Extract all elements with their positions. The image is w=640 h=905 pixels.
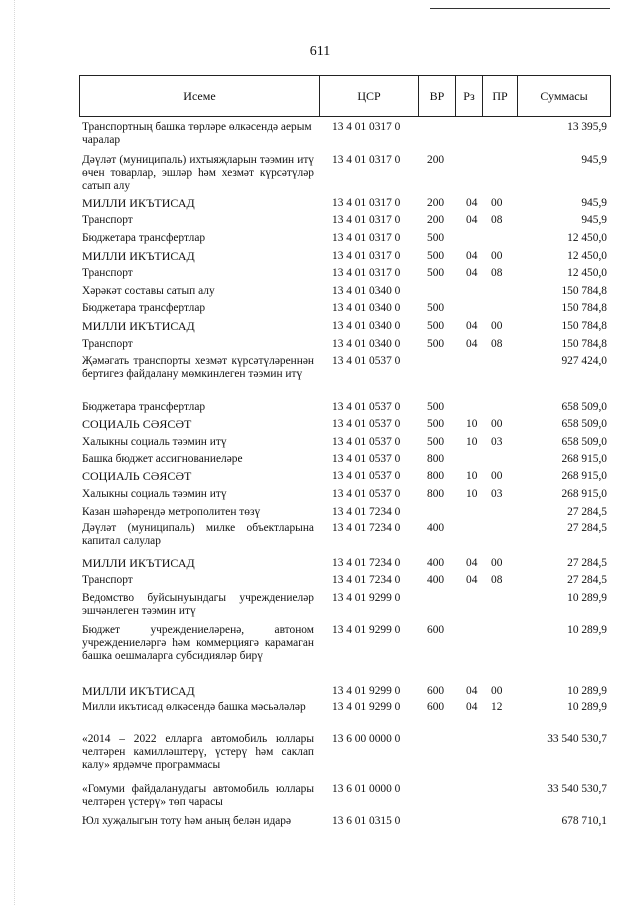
column-header-vr: ВР	[419, 75, 456, 117]
cell-csr: 13 4 01 0317 0	[332, 214, 401, 226]
cell-amount: 678 710,1	[561, 815, 607, 827]
column-header-rz: Рз	[456, 75, 483, 117]
cell-vr: 800	[427, 453, 445, 465]
cell-pr: 12	[491, 701, 503, 713]
cell-vr: 600	[427, 701, 445, 713]
cell-csr: 13 4 01 0537 0	[332, 470, 401, 482]
page-number: 611	[309, 44, 331, 59]
cell-csr: 13 4 01 0537 0	[332, 436, 401, 448]
cell-vr: 500	[427, 418, 445, 430]
cell-vr: 500	[427, 401, 445, 413]
cell-pr: 08	[491, 214, 503, 226]
cell-rz: 04	[466, 267, 478, 279]
cell-csr: 13 4 01 7234 0	[332, 506, 401, 518]
column-header-amount: Суммасы	[518, 75, 611, 117]
cell-amount: 10 289,9	[567, 685, 607, 697]
cell-pr: 08	[491, 338, 503, 350]
cell-pr: 03	[491, 436, 503, 448]
cell-name: Халыкны социаль тәэмин итү	[82, 436, 227, 448]
cell-rz: 10	[466, 488, 478, 500]
cell-rz: 04	[466, 557, 478, 569]
cell-name: МИЛЛИ ИКЪТИСАД	[82, 684, 195, 698]
cell-amount: 268 915,0	[561, 488, 607, 500]
cell-csr: 13 4 01 7234 0	[332, 522, 401, 534]
cell-csr: 13 4 01 0317 0	[332, 121, 401, 133]
cell-vr: 400	[427, 522, 445, 534]
cell-name: Транспортның башка төрләре өлкәсендә аерым чаралар	[82, 121, 312, 146]
cell-vr: 500	[427, 302, 445, 314]
cell-csr: 13 4 01 7234 0	[332, 574, 401, 586]
cell-name: «2014 – 2022 елларга автомобиль юллары челтәрен камилләштерү, үстерү һәм саклап калу» ярдәмче программасы	[82, 733, 314, 771]
cell-amount: 150 784,8	[561, 338, 607, 350]
cell-name: Дәүләт (муниципаль) милке объектларына капитал салулар	[82, 522, 314, 547]
cell-csr: 13 4 01 9299 0	[332, 685, 401, 697]
cell-vr: 400	[427, 574, 445, 586]
cell-name: МИЛЛИ ИКЪТИСАД	[82, 319, 195, 333]
cell-amount: 12 450,0	[567, 267, 607, 279]
cell-csr: 13 4 01 0317 0	[332, 232, 401, 244]
cell-amount: 268 915,0	[561, 453, 607, 465]
cell-csr: 13 4 01 0537 0	[332, 401, 401, 413]
cell-csr: 13 4 01 9299 0	[332, 701, 401, 713]
cell-vr: 600	[427, 624, 445, 636]
cell-csr: 13 4 01 0537 0	[332, 453, 401, 465]
cell-csr: 13 4 01 9299 0	[332, 592, 401, 604]
cell-name: Бюджетара трансфертлар	[82, 232, 206, 244]
cell-vr: 800	[427, 488, 445, 500]
cell-name: «Гомуми файдаланудагы автомобиль юллары челтәрен үстерү» төп чарасы	[82, 783, 314, 808]
cell-csr: 13 6 01 0000 0	[332, 783, 401, 795]
cell-amount: 27 284,5	[567, 522, 607, 534]
cell-name: Бюджетара трансфертлар	[82, 302, 206, 314]
cell-amount: 945,9	[581, 197, 607, 209]
cell-pr: 00	[491, 197, 503, 209]
cell-name: Юл хуҗалыгын тоту һәм аның белән идарә	[82, 815, 292, 827]
cell-name: Казан шәһәрендә метрополитен төзү	[82, 506, 261, 518]
cell-pr: 03	[491, 488, 503, 500]
cell-rz: 04	[466, 250, 478, 262]
cell-amount: 150 784,8	[561, 302, 607, 314]
cell-name: Халыкны социаль тәэмин итү	[82, 488, 227, 500]
cell-pr: 08	[491, 574, 503, 586]
cell-amount: 658 509,0	[561, 436, 607, 448]
cell-name: МИЛЛИ ИКЪТИСАД	[82, 196, 195, 210]
cell-csr: 13 4 01 0340 0	[332, 338, 401, 350]
cell-csr: 13 4 01 0537 0	[332, 488, 401, 500]
cell-rz: 10	[466, 470, 478, 482]
cell-pr: 00	[491, 685, 503, 697]
cell-amount: 10 289,9	[567, 624, 607, 636]
cell-vr: 600	[427, 685, 445, 697]
cell-rz: 04	[466, 574, 478, 586]
cell-amount: 27 284,5	[567, 506, 607, 518]
cell-rz: 04	[466, 197, 478, 209]
cell-name: Башка бюджет ассигнованиеләре	[82, 453, 243, 465]
cell-csr: 13 4 01 0340 0	[332, 320, 401, 332]
cell-pr: 00	[491, 418, 503, 430]
cell-amount: 150 784,8	[561, 320, 607, 332]
cell-csr: 13 4 01 0317 0	[332, 154, 401, 166]
cell-pr: 00	[491, 557, 503, 569]
cell-vr: 400	[427, 557, 445, 569]
cell-pr: 08	[491, 267, 503, 279]
cell-amount: 27 284,5	[567, 557, 607, 569]
top-rule	[430, 8, 610, 9]
cell-amount: 10 289,9	[567, 592, 607, 604]
cell-vr: 500	[427, 250, 445, 262]
cell-csr: 13 4 01 0340 0	[332, 285, 401, 297]
cell-name: МИЛЛИ ИКЪТИСАД	[82, 249, 195, 263]
cell-name: Транспорт	[82, 214, 133, 226]
cell-vr: 500	[427, 267, 445, 279]
cell-pr: 00	[491, 470, 503, 482]
cell-vr: 200	[427, 197, 445, 209]
cell-name: Җәмәгать транспорты хезмәт күрсәтүләреннән бертигез файдалану мөмкинлеген тәэмин итү	[82, 355, 314, 380]
cell-amount: 945,9	[581, 214, 607, 226]
cell-csr: 13 6 00 0000 0	[332, 733, 401, 745]
cell-name: Бюджет учреждениеләренә, автоном учреждениеләргә һәм коммерциягә карамаган башка оешмаларга субсидияләр бирү	[82, 624, 314, 662]
cell-csr: 13 4 01 7234 0	[332, 557, 401, 569]
cell-csr: 13 6 01 0315 0	[332, 815, 401, 827]
cell-name: Бюджетара трансфертлар	[82, 401, 206, 413]
column-header-csr: ЦСР	[320, 75, 419, 117]
cell-vr: 500	[427, 436, 445, 448]
cell-rz: 04	[466, 685, 478, 697]
cell-rz: 10	[466, 418, 478, 430]
cell-amount: 13 395,9	[567, 121, 607, 133]
cell-name: СОЦИАЛЬ СӘЯСӘТ	[82, 469, 192, 483]
column-header-pr: ПР	[483, 75, 518, 117]
cell-name: Транспорт	[82, 267, 133, 279]
cell-vr: 500	[427, 232, 445, 244]
cell-name: Транспорт	[82, 574, 133, 586]
cell-csr: 13 4 01 0537 0	[332, 355, 401, 367]
cell-amount: 12 450,0	[567, 232, 607, 244]
cell-amount: 658 509,0	[561, 401, 607, 413]
cell-pr: 00	[491, 320, 503, 332]
cell-csr: 13 4 01 9299 0	[332, 624, 401, 636]
cell-rz: 10	[466, 436, 478, 448]
cell-csr: 13 4 01 0317 0	[332, 250, 401, 262]
cell-csr: 13 4 01 0317 0	[332, 197, 401, 209]
cell-pr: 00	[491, 250, 503, 262]
cell-amount: 927 424,0	[561, 355, 607, 367]
cell-vr: 200	[427, 214, 445, 226]
cell-name: СОЦИАЛЬ СӘЯСӘТ	[82, 417, 192, 431]
cell-csr: 13 4 01 0317 0	[332, 267, 401, 279]
cell-amount: 33 540 530,7	[547, 783, 607, 795]
cell-amount: 10 289,9	[567, 701, 607, 713]
cell-amount: 150 784,8	[561, 285, 607, 297]
cell-vr: 500	[427, 320, 445, 332]
cell-amount: 945,9	[581, 154, 607, 166]
cell-name: Ведомство буйсынуындагы учреждениеләр эшчәнлеген тәэмин итү	[82, 592, 314, 617]
cell-name: Транспорт	[82, 338, 133, 350]
cell-name: Милли икътисад өлкәсендә башка мәсьәләләр	[82, 701, 306, 713]
column-header-name: Исеме	[79, 75, 320, 117]
cell-name: МИЛЛИ ИКЪТИСАД	[82, 556, 195, 570]
cell-name: Хәрәкәт составы сатып алу	[82, 285, 215, 297]
cell-vr: 500	[427, 338, 445, 350]
cell-rz: 04	[466, 338, 478, 350]
cell-amount: 33 540 530,7	[547, 733, 607, 745]
cell-vr: 800	[427, 470, 445, 482]
cell-amount: 27 284,5	[567, 574, 607, 586]
cell-csr: 13 4 01 0537 0	[332, 418, 401, 430]
cell-amount: 12 450,0	[567, 250, 607, 262]
cell-rz: 04	[466, 320, 478, 332]
cell-csr: 13 4 01 0340 0	[332, 302, 401, 314]
cell-rz: 04	[466, 701, 478, 713]
cell-amount: 268 915,0	[561, 470, 607, 482]
page-margin-guide	[14, 0, 15, 905]
cell-name: Дәүләт (муниципаль) ихтыяҗларын тәэмин итү өчен товарлар, эшләр һәм хезмәт күрсәтүләр сатып алу	[82, 154, 314, 192]
cell-amount: 658 509,0	[561, 418, 607, 430]
cell-rz: 04	[466, 214, 478, 226]
cell-vr: 200	[427, 154, 445, 166]
